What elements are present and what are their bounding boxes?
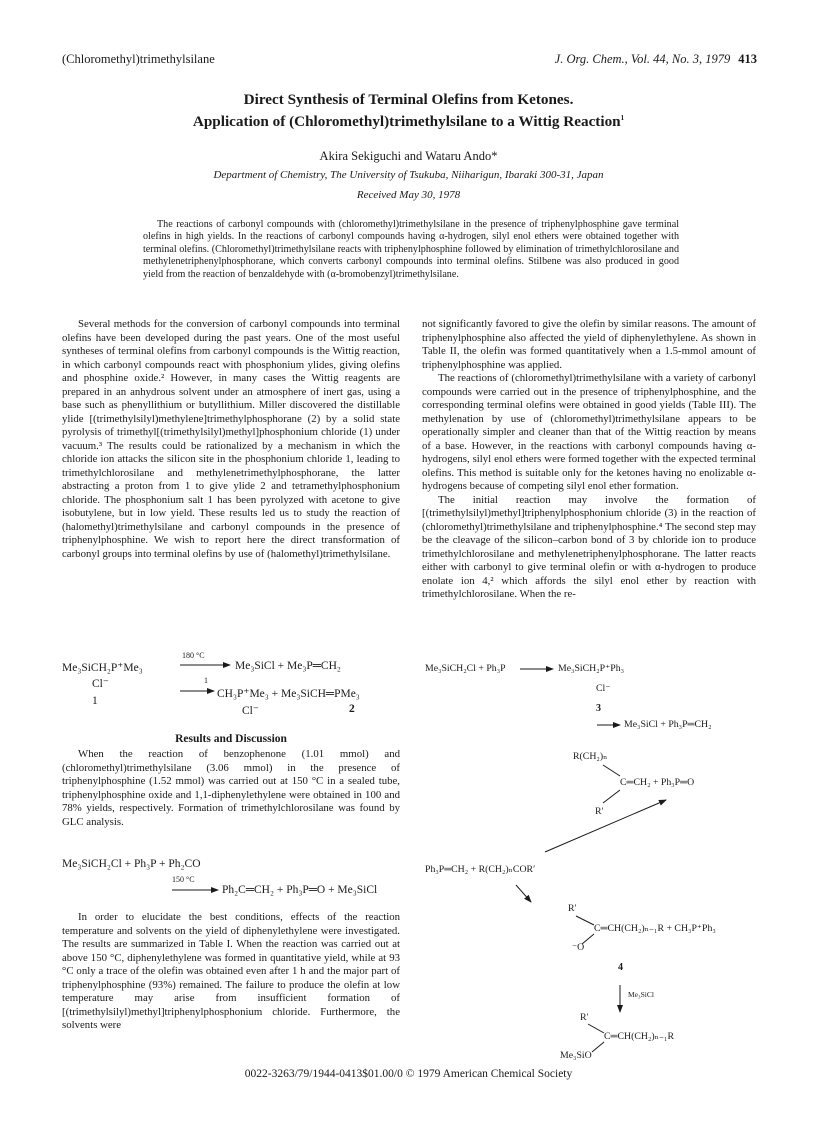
silyl-enol-core: C═CH(CH₂)ₙ₋₁R [604, 1031, 674, 1042]
eq1-condition: 180 °C [182, 651, 205, 660]
results-paragraph-1: When the reaction of benzophenone (1.01 mmol) and (chloromethyl)trimethylsilane (3.06 mmol) in the presence of triphenylphosphine (1.52 mmol) was carried out at 150 °C in a sealed tube, triphenylphosphine oxide and 1,1-diphenylethylene were obtained in 100 and 78% yields, respectively. Formation of trimethylchlorosilane was found by GLC analysis. [62, 748, 400, 828]
eq1-product-b: CH₃P⁺Me₃ + Me₃SiCH═PMe₃ [217, 688, 360, 700]
scheme-ylide-reaction: Ph₃P═CH₂ + R(CH₂)ₙCOR′ [425, 864, 536, 875]
right-paragraph-2: The reactions of (chloromethyl)trimethylsilane with a variety of carbonyl compounds were carried out in the presence of triphenylphosphine, and the corresponding terminal olefins were obtained in good yields (Table III). The methylenation by use of (chloromethyl)trimethylsilane appears to be operationally simpler and cleaner than that of the Wittig reaction by means of a base. However, in the reactions with carbonyl compounds having α-hydrogens, silyl enol ethers were formed together with the expected terminal olefins. This method is suitable only for the ketones having no enolizable α-hydrogens because of competing silyl enol ether formation. [422, 372, 756, 492]
scheme-step1-reactants: Me₃SiCH₂Cl + Ph₃P [425, 663, 506, 674]
title-line-1: Direct Synthesis of Terminal Olefins from Ketones. [243, 91, 574, 108]
enolate-substituent-top: R′ [568, 903, 577, 914]
affiliation: Department of Chemistry, The University of Tsukuba, Niiharigun, Ibaraki 300-31, Japan [213, 169, 604, 181]
intro-paragraph: Several methods for the conversion of carbonyl compounds into terminal olefins have been developed during the past years. One of the most useful syntheses of terminal olefins from carbonyl compounds is the Wittig reaction, in which carbonyl compounds react with phosphonium ylides, giving olefins and phosphine oxide.² However, in many cases the Wittig reagents are prepared in an anhydrous solvent under an atmosphere of inert gas, using a base such as phenyllithium or butyllithium. Miller discovered the distillable ylide [(trimethylsilyl)methylene]trimethylphosphorane (2) by a solid state pyrolysis of trimethyl[(trimethylsilyl)methyl]phosphonium chloride (1) under vacuum.³ The results could be rationalized by a mechanism in which the chloride ion attacks the silicon site in the phosphonium chloride 1, leading to trimethylchlorosilane and methylenetrimethylphosphorane, the latter abstracting a proton from 1 to give ylide 2 and tetramethylphosphonium chloride. The phosphonium salt 1 has been pyrolyzed with acetone to give isobutylene, but in low yield. These results led us to study the reaction of (halomethyl)trimethylsilane and carbonyl compounds in the presence of triphenylphosphine. We wish to report here the direct transformation of carbonyl groups into terminal olefins by use of (halomethyl)trimethylsilane. [62, 318, 400, 560]
enolate-core: C═CH(CH₂)ₙ₋₁R + CH₃P⁺Ph₃ [594, 923, 716, 934]
title-line-2-text: Application of (Chloromethyl)trimethylsilane to a Wittig Reaction [192, 113, 621, 131]
enolate-substituent-bottom: ⁻O [572, 942, 585, 953]
olefin-substituent-top: R(CH₂)ₙ [573, 751, 608, 762]
footer-copyright: 0022-3263/79/1944-0413$01.00/0 © 1979 American Chemical Society [244, 1068, 573, 1080]
silyl-substituent-bottom: Me₃SiO [560, 1050, 592, 1061]
eq1-reactant: Me₃SiCH₂P⁺Me₃ [62, 662, 143, 674]
eq2-condition: 150 °C [172, 875, 195, 884]
scheme-step2-products: Me₃SiCl + Ph₃P═CH₂ [624, 719, 712, 730]
abstract: The reactions of carbonyl compounds with (chloromethyl)trimethylsilane in the presence of triphenylphosphine gave terminal olefins in high yields. In the reactions of carbonyl compounds having α-hydrogen, silyl enol ethers were obtained together with terminal olefins. (Chloromethyl)trimethylsilane reacts with triphenylphosphine followed by elimination of trimethylchlorosilane and methylenetriphenylphosphorane, which converts carbonyl compounds into terminal olefins. Stilbene was also produced in good yield from the reaction of benzaldehyde with (α-bromobenzyl)trimethylsilane. [143, 219, 679, 280]
eq1-compound-2-label: 2 [349, 703, 355, 715]
authors: Akira Sekiguchi and Wataru Ando* [319, 149, 498, 163]
scheme-compound-3-label: 3 [596, 703, 601, 714]
section-heading: Results and Discussion [175, 733, 287, 745]
eq1-product-a: Me₃SiCl + Me₃P═CH₂ [235, 660, 341, 672]
eq1-arrow2-label: 1 [204, 676, 208, 685]
eq1-counterion-b: Cl⁻ [242, 705, 259, 717]
title-ref: 1 [620, 114, 625, 122]
silyl-substituent-top: R′ [580, 1012, 589, 1023]
scheme-reagent: Me₃SiCl [628, 990, 654, 999]
scheme-counterion: Cl⁻ [596, 683, 611, 694]
right-paragraph-1: not significantly favored to give the olefin by similar reasons. The amount of triphenylphosphine also affected the yield of diphenylethylene. As shown in Table II, the olefin was formed quantitatively when a 1.5-mmol amount of triphenylphosphine was applied. [422, 318, 756, 371]
olefin-substituent-bottom: R′ [595, 806, 604, 817]
page-number: 413 [738, 52, 757, 66]
running-head-left: (Chloromethyl)trimethylsilane [62, 52, 215, 66]
scheme-compound-4-label: 4 [618, 962, 623, 973]
received-date: Received May 30, 1978 [356, 189, 461, 201]
journal-citation: J. Org. Chem., Vol. 44, No. 3, 1979 [554, 52, 731, 66]
eq1-compound-1-label: 1 [92, 695, 98, 707]
scheme-step1-product: Me₃SiCH₂P⁺Ph₃ [558, 663, 625, 674]
right-paragraph-3: The initial reaction may involve the formation of [(trimethylsilyl)methyl]triphenylphosphonium chloride (3) in the reaction of (chloromethyl)trimethylsilane and triphenylphosphine.⁴ The second step may be the cleavage of the silicon–carbon bond of 3 by chloride ion to produce trimethylchlorosilane and methylenetriphenylphosphorane. The latter reacts either with carbonyl to give terminal olefin or with α-hydrogen to produce enolate ion 4,² which affords the silyl enol ether by reaction with trimethylchlorosilane. When the re- [422, 493, 756, 600]
eq2-reactants: Me₃SiCH₂Cl + Ph₃P + Ph₂CO [62, 858, 201, 870]
eq2-products: Ph₂C═CH₂ + Ph₃P═O + Me₃SiCl [222, 884, 378, 896]
results-paragraph-2: In order to elucidate the best conditions, effects of the reaction temperature and solvents on the yield of diphenylethylene were investigated. The results are summarized in Table I. When the reaction was carried out at above 150 °C, diphenylethylene was formed in quantitative yield, while at 93 °C only a trace of the olefin was obtained even after 1 h and the major part of triphenylphosphine (93%) remained. The failure to produce the olefin at low temperature may arise from insufficient formation of [(trimethylsilyl)methyl]triphenylphosphonium chloride. Furthermore, the solvents were [62, 911, 400, 1031]
eq1-counterion: Cl⁻ [92, 678, 109, 690]
olefin-core: C═CH₂ + Ph₃P═O [620, 777, 695, 788]
